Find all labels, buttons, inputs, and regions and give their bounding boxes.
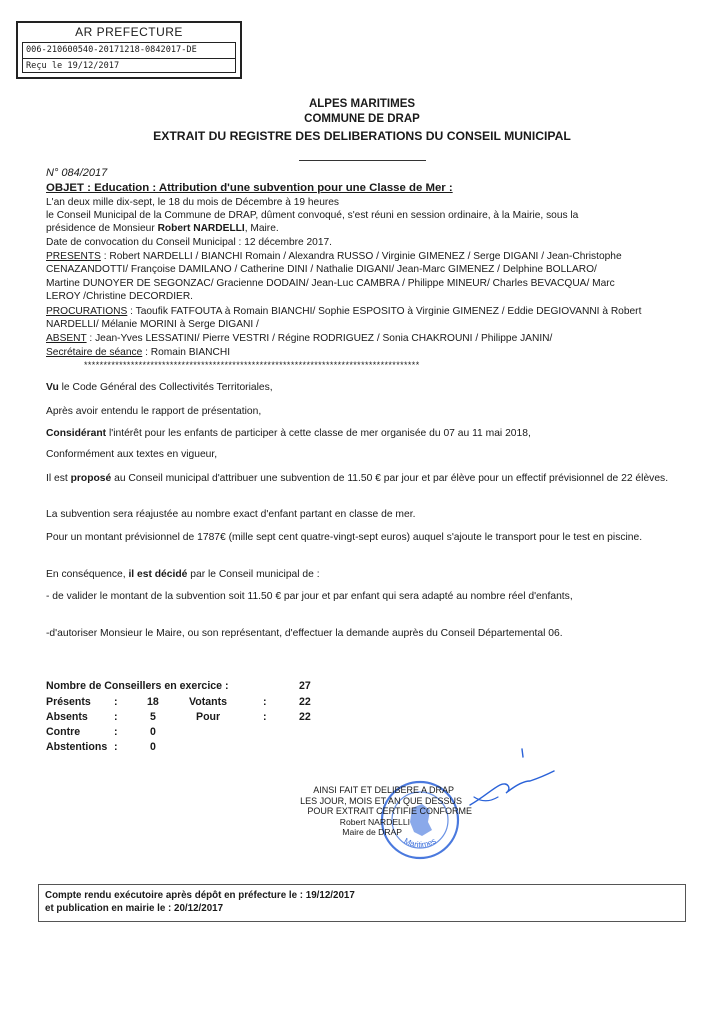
consequence-suffix: par le Conseil municipal de : [187, 569, 320, 580]
header-register-title: EXTRAIT DU REGISTRE DES DELIBERATIONS DU CONSEIL MUNICIPAL [153, 129, 571, 143]
footer-prefecture-line: Compte rendu exécutoire après dépôt en préfecture le : 19/12/2017 [45, 890, 355, 901]
procurations-names-1: : Taoufik FATFOUTA à Romain BIANCHI/ Sophie ESPOSITO à Virginie GIMENEZ / Eddie DEGIOVANNI à Robert [127, 306, 642, 317]
deliberation-number: N° 084/2017 [46, 167, 108, 179]
presents-line-3: Martine DUNOYER DE SEGONZAC/ Gracienne DODAIN/ Jean-Luc CAMBRA / Philippe MINEUR/ Charles BEVACQUA/ Marc [46, 278, 615, 289]
intro-mayor-title: , Maire. [244, 223, 279, 234]
considerant-text: l'intérêt pour les enfants de participer à cette classe de mer organisée du 07 au 11 mai 2018, [106, 428, 531, 439]
mayor-name: Robert NARDELLI [157, 223, 245, 234]
signature-mayor-title: Maire de DRAP [342, 827, 402, 837]
vote-contre-value: 0 [150, 726, 156, 738]
secretaire-name: : Romain BIANCHI [142, 347, 231, 358]
consequence-prefix: En conséquence, [46, 569, 129, 580]
propose-prefix: Il est [46, 473, 71, 484]
vu-text: le Code Général des Collectivités Territoriales, [58, 382, 273, 393]
intro-line-2: le Conseil Municipal de la Commune de DRAP, dûment convoqué, s'est réuni en session ordinaire, à la Mairie, sous la [46, 210, 579, 221]
vote-votants-value: 22 [299, 696, 311, 708]
stamp-received-line: Reçu le 19/12/2017 [23, 58, 235, 74]
absent-label: ABSENT [46, 333, 87, 344]
vote-absents-colon: : [114, 711, 118, 723]
intro-presidence-text: présidence de Monsieur [46, 223, 158, 234]
absent-names: : Jean-Yves LESSATINI/ Pierre VESTRI / Régine RODRIGUEZ / Sonia CHAKROUNI / Philippe JANIN/ [86, 333, 553, 344]
presents-line-4: LEROY /Christine DECORDIER. [46, 291, 194, 302]
absent-line [46, 333, 552, 345]
procurations-line-2: NARDELLI/ Mélanie MORINI à Serge DIGANI / [46, 319, 259, 330]
signature-line-2: LES JOUR, MOIS ET AN QUE DESSUS [300, 795, 462, 806]
secretaire-label: Secrétaire de séance [46, 347, 143, 358]
footer-box [38, 884, 686, 922]
apres-paragraph: Après avoir entendu le rapport de présentation, [46, 406, 262, 417]
vote-presents-colon: : [114, 696, 118, 708]
signature-line-3: POUR EXTRAIT CERTIFIE CONFORME [307, 806, 472, 816]
stamp-id-line: 006-210600540-20171218-0842017-DE [26, 45, 197, 55]
vote-absents-value: 5 [150, 711, 156, 723]
montant-paragraph: Pour un montant prévisionnel de 1787€ (mille sept cent quatre-vingt-sept euros) auquel s'ajoute le transport pour le test en piscine. [46, 532, 643, 543]
stamp-title: AR PREFECTURE [75, 25, 183, 39]
vote-pour-value: 22 [299, 711, 311, 723]
vote-votants-label: Votants [189, 696, 228, 708]
presents-line-1 [46, 251, 622, 263]
intro-line-3 [46, 223, 279, 235]
vote-pour-colon: : [263, 711, 267, 723]
vote-contre-label: Contre [46, 726, 81, 738]
vu-paragraph [46, 381, 273, 394]
presents-line-2: CENAZANDOTTI/ Françoise DAMILANO / Catherine DINI / Nathalie DIGANI/ Jean-Marc GIMENEZ / Delphine BOLLARO/ [46, 264, 597, 275]
signature-line-1: AINSI FAIT ET DELIBERE A DRAP [313, 785, 454, 795]
presents-label: PRESENTS [46, 251, 101, 262]
considerant-label: Considérant [46, 428, 107, 439]
vote-abstentions-label: Abstentions [46, 741, 108, 753]
decision-item-1: - de valider le montant de la subvention soit 11.50 € par jour et par enfant qui sera adapté au nombre réel d'enfants, [46, 591, 573, 602]
vote-exercice-value: 27 [299, 680, 311, 692]
vote-contre-colon: : [114, 726, 118, 738]
deliberation-objet: OBJET : Education : Attribution d'une subvention pour une Classe de Mer : [46, 182, 453, 194]
vote-votants-colon: : [263, 696, 267, 708]
vote-exercice-label: Nombre de Conseillers en exercice : [46, 680, 229, 692]
intro-line-1: L'an deux mille dix-sept, le 18 du mois de Décembre à 19 heures [46, 197, 340, 208]
vote-absents-label: Absents [46, 711, 88, 723]
reajustee-paragraph: La subvention sera réajustée au nombre exact d'enfant partant en classe de mer. [46, 509, 416, 520]
signature-block [262, 785, 472, 838]
seal-text: Maritimes [402, 836, 438, 850]
conformement-paragraph: Conformément aux textes en vigueur, [46, 449, 218, 460]
separator-stars: ************************************************************************************** [84, 360, 420, 370]
header-department: ALPES MARITIMES [308, 98, 416, 110]
vote-abstentions-colon: : [114, 741, 118, 753]
propose-text: au Conseil municipal d'attribuer une subvention de 11.50 € par jour et par élève pour un effectif prévisionnel de 22 élèves. [111, 473, 669, 484]
consequence-paragraph [46, 568, 320, 581]
vote-abstentions-value: 0 [150, 741, 156, 753]
vote-pour-label: Pour [196, 711, 221, 723]
secretaire-line [46, 347, 230, 359]
propose-label: proposé [70, 473, 112, 484]
considerant-paragraph [46, 427, 531, 440]
decision-item-2: -d'autoriser Monsieur le Maire, ou son représentant, d'effectuer la demande auprès du Conseil Départemental 06. [46, 628, 563, 639]
svg-text:Maritimes [403, 836, 438, 849]
procurations-label: PROCURATIONS [46, 306, 128, 317]
consequence-label: il est décidé [128, 569, 188, 580]
presents-names-1: : Robert NARDELLI / BIANCHI Romain / Alexandra RUSSO / Virginie GIMENEZ / Serge DIGANI / Jean-Christophe [100, 251, 622, 262]
propose-paragraph [46, 472, 686, 485]
prefecture-stamp [16, 21, 242, 79]
stamp-inner-box [22, 42, 236, 73]
vu-label: Vu [46, 382, 59, 393]
footer-publication-line: et publication en mairie le : 20/12/2017 [45, 903, 224, 914]
vote-presents-label: Présents [46, 696, 91, 708]
convocation-date: Date de convocation du Conseil Municipal : 12 décembre 2017. [46, 237, 332, 248]
vote-presents-value: 18 [147, 696, 159, 708]
header-commune: COMMUNE DE DRAP [304, 113, 420, 125]
header-divider [299, 160, 426, 161]
signature-mayor-name: Robert NARDELLI [339, 816, 410, 827]
procurations-line-1 [46, 306, 641, 318]
